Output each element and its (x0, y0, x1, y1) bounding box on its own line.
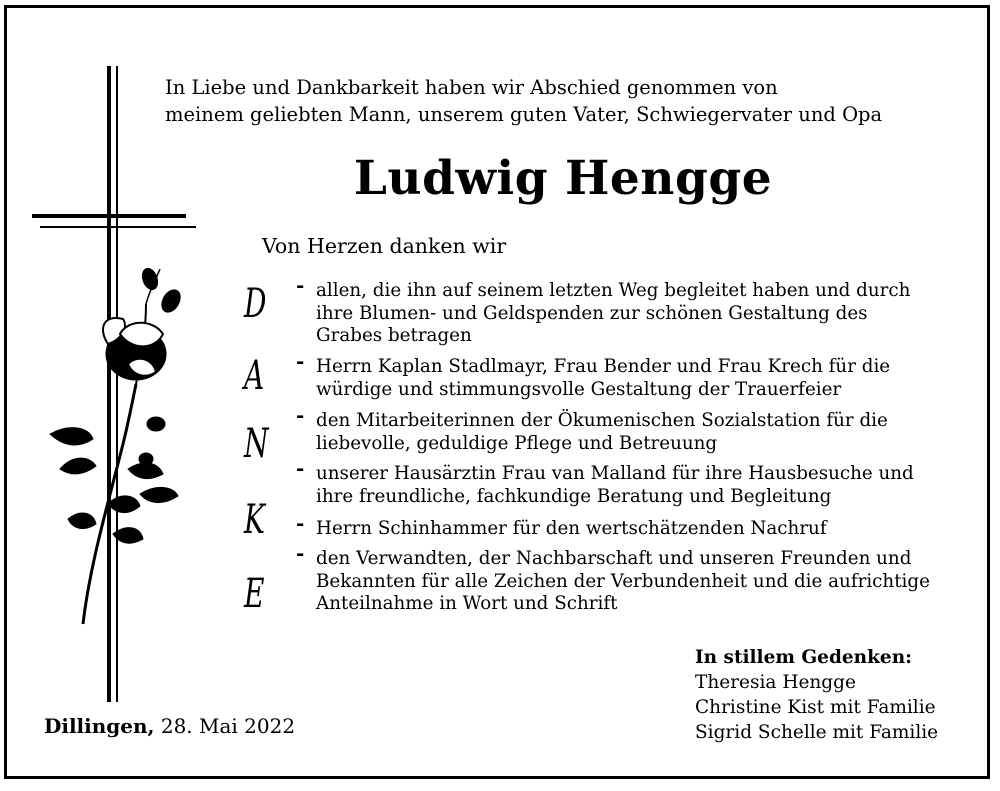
place-date (44, 714, 295, 738)
item-dash: - (296, 456, 305, 480)
danke-letter-k: K (244, 497, 265, 543)
intro-line-2: meinem geliebten Mann, unserem guten Vater, Schwiegervater und Opa (165, 103, 883, 126)
thanks-heading: Von Herzen danken wir (262, 234, 507, 258)
item-line: Herrn Kaplan Stadlmayr, Frau Bender und Frau Krech für die (316, 356, 891, 377)
item-line: den Mitarbeiterinnen der Ökumenischen Sozialstation für die (316, 410, 888, 431)
item-line: Herrn Schinhammer für den wertschätzenden Nachruf (316, 518, 827, 539)
item-line: würdige und stimmungsvolle Gestaltung der Trauerfeier (316, 378, 842, 400)
signature-block (695, 645, 938, 745)
item-line: ihre freundliche, fachkundige Beratung und Begleitung (316, 485, 832, 507)
item-line: liebevolle, geduldige Pflege und Betreuung (316, 432, 718, 454)
item-line: allen, die ihn auf seinem letzten Weg begleitet haben und durch (316, 280, 911, 301)
item-line: ihre Blumen- und Geldspenden zur schönen Gestaltung des (316, 302, 868, 324)
item-dash: - (296, 349, 305, 373)
danke-letter-e: E (244, 571, 265, 617)
item-line: Grabes betragen (316, 325, 472, 346)
danke-letter-d: D (244, 281, 267, 327)
danke-letter-a: A (244, 353, 265, 399)
item-dash: - (296, 511, 305, 535)
item-dash: - (296, 273, 305, 297)
signature-name: Theresia Hengge (695, 672, 856, 693)
signature-name: Sigrid Schelle mit Familie (695, 722, 939, 743)
item-line: den Verwandten, der Nachbarschaft und unseren Freunden und (316, 548, 912, 569)
date: 28. Mai 2022 (160, 714, 296, 738)
item-dash: - (296, 541, 305, 565)
danke-letter-n: N (244, 421, 269, 467)
signature-heading: In stillem Gedenken: (695, 647, 912, 668)
intro-text (165, 74, 965, 128)
deceased-name: Ludwig Hengge (353, 151, 773, 206)
item-line: unserer Hausärztin Frau van Malland für ihre Hausbesuche und (316, 463, 914, 484)
intro-line-1: In Liebe und Dankbarkeit haben wir Abschied genommen von (165, 76, 778, 99)
item-line: Anteilnahme in Wort und Schrift (316, 593, 618, 614)
item-line: Bekannten für alle Zeichen der Verbundenheit und die aufrichtige (316, 570, 930, 592)
item-dash: - (296, 403, 305, 427)
place: Dillingen, (44, 714, 155, 738)
signature-name: Christine Kist mit Familie (695, 697, 936, 718)
